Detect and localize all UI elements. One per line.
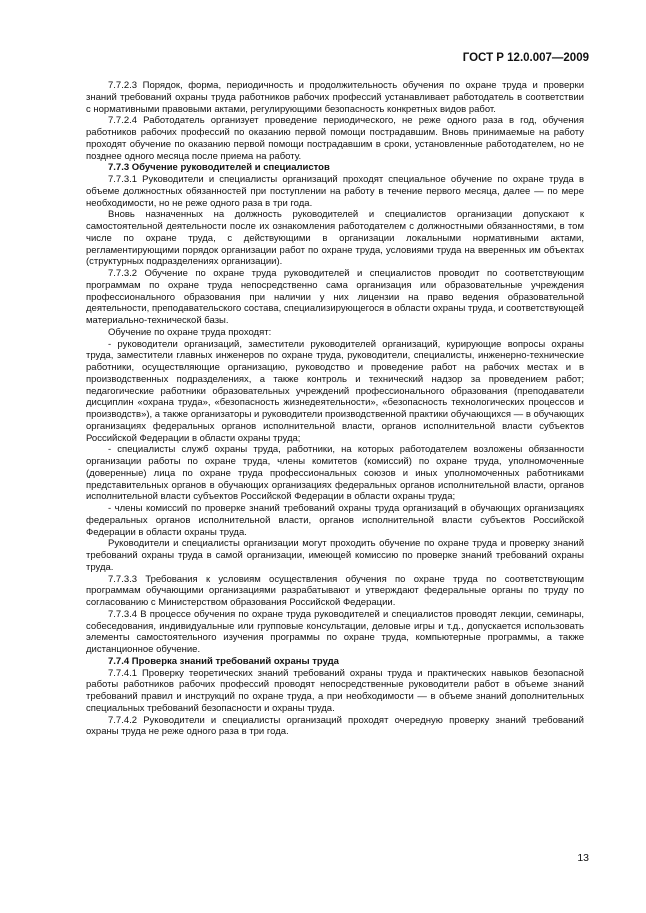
paragraph-7-7-3-4: 7.7.3.4 В процессе обучения по охране труда руководителей и специалистов проводят лекции, семинары, собеседования, индивидуальные или групповые консультации, деловые игры и т.д., допускается использовать элементы самостоятельного изучения программы по охране труда, компьютерные программы, а также дистанционное обучение. bbox=[86, 608, 584, 655]
paragraph-7-7-3-1: 7.7.3.1 Руководители и специалисты организаций проходят специальное обучение по охране труда в объеме должностных обязанностей при поступлении на работу в течение первого месяца, далее — по мере необходимости, но не реже одного раза в три года. bbox=[86, 174, 584, 209]
body-text bbox=[86, 80, 584, 738]
paragraph-7-7-3-2: 7.7.3.2 Обучение по охране труда руководителей и специалистов проводит по соответствующим программам по охране труда непосредственно сама организация или образовательные учреждения профессионального образования при наличии у них лицензии на право ведения образовательной деятельности, преподавательского состава, специализирующегося в области охраны труда, и соответствующей материально-технической базы. bbox=[86, 268, 584, 326]
list-item-safety-specialists: - специалисты служб охраны труда, работники, на которых работодателем возложены обязанности организации работы по охране труда, члены комитетов (комиссий) по охране труда, уполномоченные (доверенные) лица по охране труда профессиональных союзов и иных уполномоченных работниками представительных органов в обучающих организациях федеральных органов исполнительной власти, органов исполнительной власти субъектов Российской Федерации в области охраны труда; bbox=[86, 444, 584, 503]
paragraph-7-7-2-3: 7.7.2.3 Порядок, форма, периодичность и продолжительность обучения по охране труда и проверки знаний требований охраны труда работников рабочих профессий устанавливает работодатель в соответствии с нормативными правовыми актами, регулирующими безопасность конкретных видов работ. bbox=[86, 80, 584, 115]
paragraph-7-7-4-1: 7.7.4.1 Проверку теоретических знаний требований охраны труда и практических навыков безопасной работы работников рабочих профессий проводят непосредственные руководители работ в объеме знаний требований правил и инструкций по охране труда, а при необходимости — в объеме знаний дополнительных специальных требований безопасности и охраны труда. bbox=[86, 667, 584, 714]
section-heading-7-7-4: 7.7.4 Проверка знаний требований охраны труда bbox=[108, 655, 339, 667]
document-code: ГОСТ Р 12.0.007—2009 bbox=[462, 52, 589, 64]
paragraph-7-7-4-2: 7.7.4.2 Руководители и специалисты организаций проходят очередную проверку знаний требований охраны труда не реже одного раза в три года. bbox=[86, 714, 584, 738]
paragraph-in-house-training: Руководители и специалисты организации могут проходить обучение по охране труда и проверку знаний требований охраны труда в самой организации, имеющей комиссию по проверке знаний требований охраны труда. bbox=[86, 538, 584, 573]
paragraph-7-7-2-4: 7.7.2.4 Работодатель организует проведение периодического, не реже одного раза в год, обучения работников рабочих профессий по оказанию первой помощи пострадавшим. Вновь принимаемые на работу проходят обучение по оказанию первой помощи пострадавшим в сроки, установленные работодателем, но не позднее одного месяца после приема на работу. bbox=[86, 115, 584, 162]
list-item-managers: - руководители организаций, заместители руководителей организаций, курирующие вопросы охраны труда, заместители главных инженеров по охране труда, руководители, специалисты, инженерно-технические работники, осуществляющие организацию, руководство и проведение работ на рабочих местах и в производственных подразделениях, а также контроль и технический надзор за проведением работ; педагогические работники образовательных учреждений профессионального образования (преподаватели дисциплин «охрана труда», «безопасность жизнедеятельности», «безопасность технологических процессов и производств»), а также организаторы и руководители производственной практики обучающихся — в обучающих организациях федеральных органов исполнительной власти, органов исполнительной власти субъектов Российской Федерации в области охраны труда; bbox=[86, 338, 585, 444]
list-item-commission-members: - члены комиссий по проверке знаний требований охраны труда организаций в обучающих организациях федеральных органов исполнительной власти, органов исполнительной власти субъектов Российской Федерации в области охраны труда. bbox=[86, 503, 584, 538]
section-heading-7-7-3: 7.7.3 Обучение руководителей и специалистов bbox=[108, 162, 330, 174]
paragraph-new-appointees: Вновь назначенных на должность руководителей и специалистов организации допускают к самостоятельной деятельности после их ознакомления работодателем с должностными обязанностями, в том числе по охране труда, с действующими в организации локальными нормативными актами, регламентирующими порядок организации работ по охране труда, условиями труда на вверенных им объектах (структурных подразделениях организации). bbox=[86, 209, 584, 268]
paragraph-7-7-3-3: 7.7.3.3 Требования к условиям осуществления обучения по охране труда по соответствующим программам обучающими организациями разрабатывают и утверждают федеральные органы по труду по согласованию с Министерством образования Российской Федерации. bbox=[86, 573, 584, 608]
paragraph-training-list-intro: Обучение по охране труда проходят: bbox=[108, 326, 272, 338]
page-number: 13 bbox=[577, 852, 589, 864]
